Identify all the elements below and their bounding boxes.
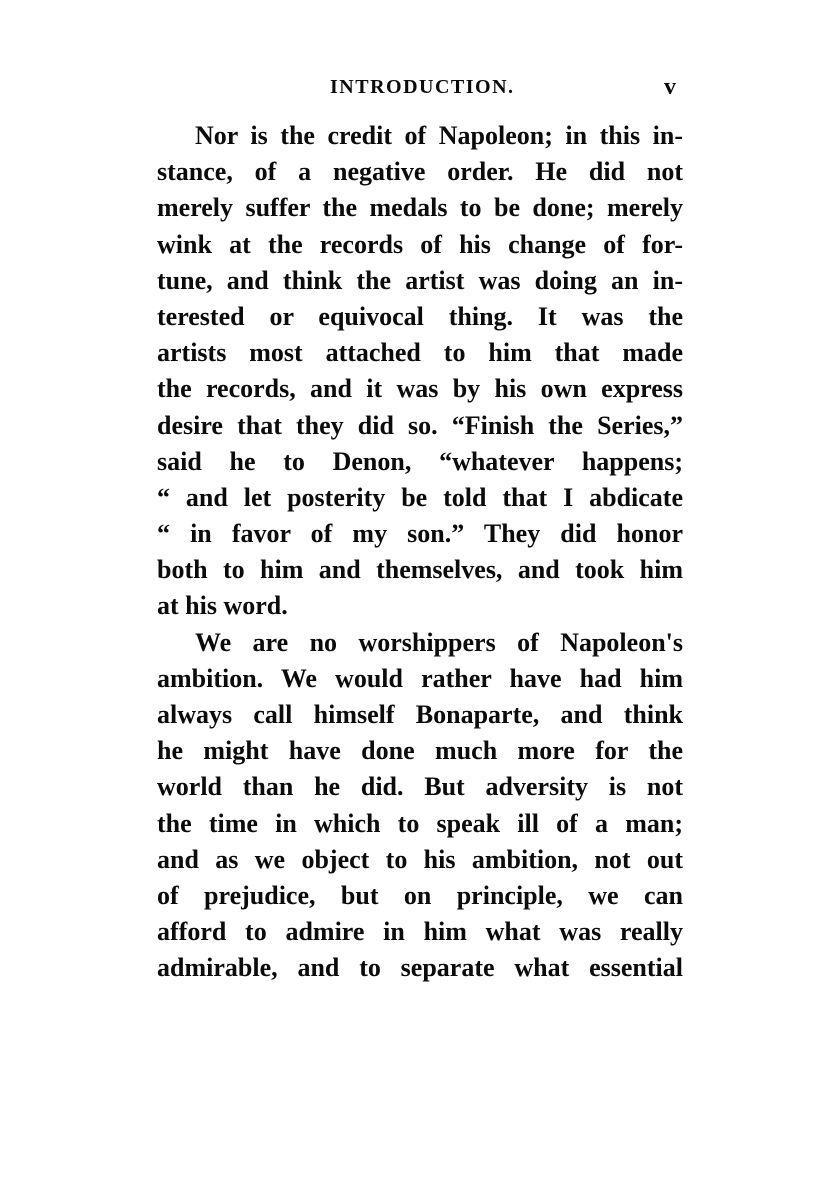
paragraph-1-line: desire that they did so. “Finish the Series,” [157,410,683,440]
running-title: INTRODUCTION. [330,76,515,98]
paragraph-2-line: and as we object to his ambition, not out [157,844,683,874]
paragraph-2-line: the time in which to speak ill of a man; [157,808,683,838]
paragraph-1-line: both to him and themselves, and took him [157,555,683,585]
paragraph-1-line: terested or equivocal thing. It was the [157,301,683,331]
paragraph-1-line: the records, and it was by his own express [157,374,683,404]
paragraph-1-line: merely suffer the medals to be done; merely [157,193,683,223]
body-text [157,118,683,987]
paragraph-2-line: world than he did. But adversity is not [157,772,683,802]
paragraph-1-line: artists most attached to him that made [157,338,683,368]
paragraph-2-line: We are no worshippers of Napoleon's [195,627,683,657]
paragraph-1-line: Nor is the credit of Napoleon; in this in- [195,121,683,150]
paragraph-1-line: tune, and think the artist was doing an in- [157,265,683,295]
paragraph-2-line: afford to admire in him what was really [157,917,683,947]
paragraph-1-line: “ and let posterity be told that I abdicate [157,482,683,512]
paragraph-2-line: admirable, and to separate what essential [157,953,683,983]
paragraph-1-line: “ in favor of my son.” They did honor [157,519,683,549]
paragraph-1-line: stance, of a negative order. He did not [157,157,683,187]
paragraph-2-line: he might have done much more for the [157,736,683,766]
paragraph-2-line: of prejudice, but on principle, we can [157,880,683,910]
paragraph-2-line: always call himself Bonaparte, and think [157,700,683,729]
paragraph-1-line: said he to Denon, “whatever happens; [157,446,683,476]
paragraph-1-line: at his word. [157,591,288,621]
page-number: v [664,74,676,100]
paragraph-1-line: wink at the records of his change of for- [157,229,683,259]
paragraph-2-line: ambition. We would rather have had him [157,663,683,693]
